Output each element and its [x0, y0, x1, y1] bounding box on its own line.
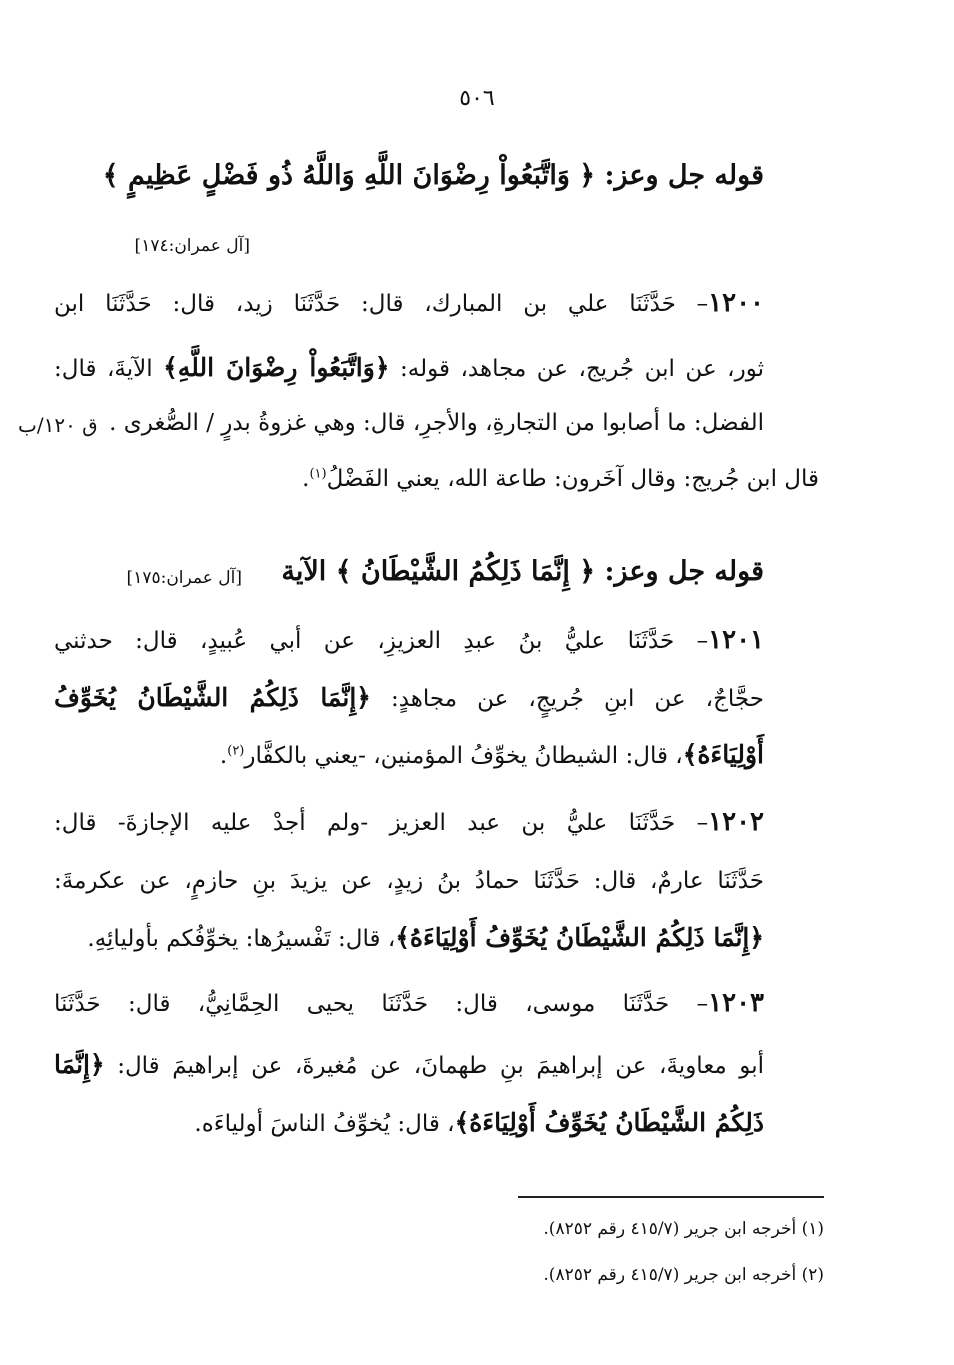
hadith-1202-line-3: ﴿إِنَّمَا ذَلِكُمُ الشَّيْطَانُ يُخَوِّفُ أَوْلِيَاءَهُ﴾، قال: تَفْسيرُها: يخوِّفُكم بأوليائِهِ. [87, 923, 764, 952]
hadith-1203-line-1: ١٢٠٣– حَدَّثَنَا موسى، قال: حَدَّثَنَا يحيى الحِمَّانِيُّ، قال: حَدَّثَنَا [54, 988, 764, 1018]
hadith-1200-line-2: ثور، عن ابن جُريج، عن مجاهد، قوله: ﴿وَاتَّبَعُواْ رِضْوَانَ اللَّهِ﴾ الآيةَ، قال: [54, 353, 764, 382]
quran-reference-1: [آل عمران:١٧٤] [134, 236, 250, 256]
section-heading-1: قوله جل وعز: ﴿ وَاتَّبَعُواْ رِضْوَانَ اللَّهِ وَاللَّهُ ذُو فَضْلٍ عَظِيمٍ ﴾ [102, 160, 764, 191]
quran-quote: أَوْلِيَاءَهُ﴾ [682, 740, 764, 769]
footnote-1: (١) أخرجه ابن جرير (٤١٥/٧ رقم ٨٢٥٢). [543, 1219, 824, 1239]
footnote-2: (٢) أخرجه ابن جرير (٤١٥/٧ رقم ٨٢٥٢). [543, 1265, 824, 1285]
quran-quote: ﴿وَاتَّبَعُواْ رِضْوَانَ اللَّهِ﴾ [163, 353, 390, 382]
hadith-1200-line-3: الفضل: ما أصابوا من التجارةِ، والأجرِ، قال: وهي غزوةُ بدرٍ / الصُّغرى . [109, 410, 764, 436]
hadith-number: ١٢٠١ [708, 625, 764, 655]
hadith-1200-line-1: ١٢٠٠– حَدَّثَنَا علي بن المبارك، قال: حَدَّثَنَا زيد، قال: حَدَّثَنَا ابن [54, 288, 764, 318]
quran-quote: ذَلِكُمُ الشَّيْطَانُ يُخَوِّفُ أَوْلِيَاءَهُ﴾ [454, 1108, 764, 1137]
hadith-1200-line-4: قال ابن جُريج: وقال آخَرون: طاعة الله، يعني الفَضْلُ$^{(١)}$. [302, 466, 819, 492]
hadith-1203-line-2: أبو معاويةَ، عن إبراهيمَ بنِ طهمانَ، عن مُغيرةَ، عن إبراهيمَ قال: ﴿إِنَّمَا [54, 1050, 764, 1079]
quran-quote: ﴿إِنَّمَا [54, 1050, 105, 1079]
footnote-marker-1: (١) [309, 466, 327, 482]
page-number: ٥٠٦ [459, 86, 495, 111]
quran-quote: ﴿إِنَّمَا ذَلِكُمُ الشَّيْطَانُ يُخَوِّفُ [54, 683, 371, 712]
hadith-1202-line-2: حَدَّثَنَا عارمٌ، قال: حَدَّثَنَا حمادُ بنُ زيدٍ، عن يزيدَ بنِ حازمٍ، عن عكرمةَ: [54, 868, 764, 894]
hadith-1201-line-2: حجَّاجٌ، عن ابنِ جُريجٍ، عن مجاهدٍ: ﴿إِنَّمَا ذَلِكُمُ الشَّيْطَانُ يُخَوِّفُ [54, 683, 764, 712]
hadith-number: ١٢٠٣ [708, 988, 764, 1018]
hadith-1202-line-1: ١٢٠٢– حَدَّثَنَا عليُّ بن عبد العزيز -ولم أجدْ عليه الإجازةَ- قال: [54, 807, 764, 837]
hadith-number: ١٢٠٠ [708, 288, 764, 318]
hadith-1201-line-3: أَوْلِيَاءَهُ﴾، قال: الشيطانُ يخوِّفُ المؤمنين، -يعني بالكفَّار$^{(٢)}$. [219, 740, 764, 769]
hadith-number: ١٢٠٢ [708, 807, 764, 837]
quran-quote: ﴿إِنَّمَا ذَلِكُمُ الشَّيْطَانُ يُخَوِّفُ أَوْلِيَاءَهُ﴾ [395, 923, 764, 952]
manuscript-folio-note: ق ١٢٠/ب [18, 413, 98, 437]
quran-reference-2: [آل عمران:١٧٥] [126, 568, 242, 588]
footnote-divider [518, 1196, 824, 1198]
hadith-1203-line-3: ذَلِكُمُ الشَّيْطَانُ يُخَوِّفُ أَوْلِيَاءَهُ﴾، قال: يُخوِّفُ الناسَ أولياءَه. [194, 1108, 764, 1137]
hadith-1201-line-1: ١٢٠١– حَدَّثَنَا عليُّ بنُ عبدِ العزيزِ، عن أبي عُبيدٍ، قال: حدثني [54, 625, 764, 655]
footnote-marker-2: (٢) [227, 743, 245, 759]
section-heading-2: قوله جل وعز: ﴿ إِنَّمَا ذَلِكُمُ الشَّيْطَانُ ﴾ الآية [281, 556, 764, 587]
